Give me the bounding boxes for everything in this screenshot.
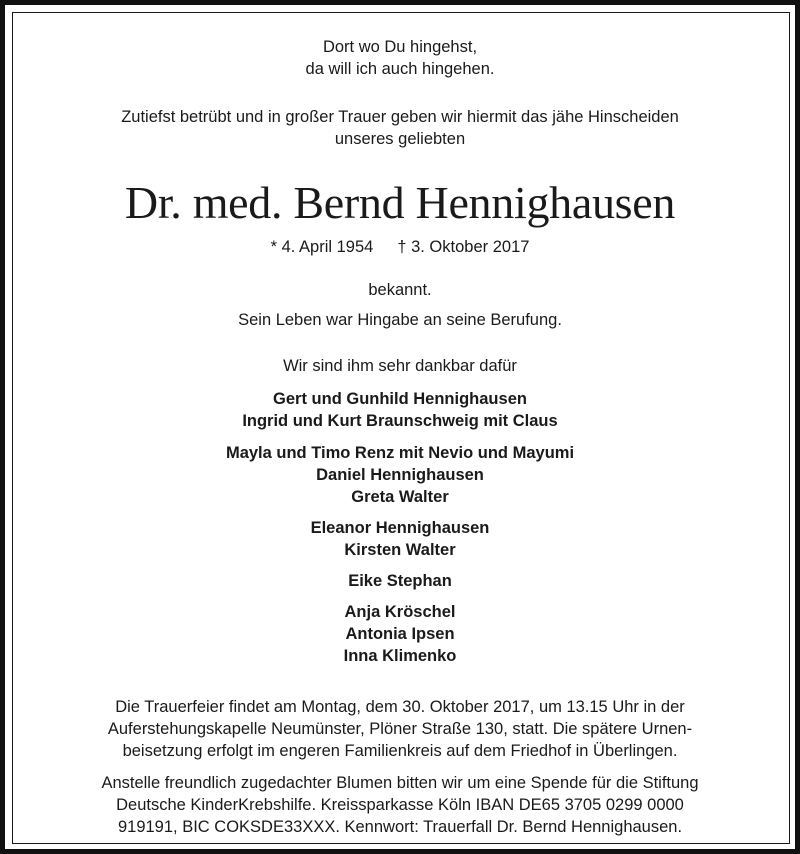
quote-line-2: da will ich auch hingehen. [305, 60, 495, 78]
mourner-name: Kirsten Walter [344, 541, 456, 559]
mourner-name: Eike Stephan [348, 572, 452, 590]
known-text: bekannt. [368, 281, 432, 299]
quote-line-1: Dort wo Du hingehst, [322, 38, 478, 56]
life-dates [5, 237, 795, 257]
thanks-text: Wir sind ihm sehr dankbar dafür [283, 357, 517, 375]
birth-date: * 4. April 1954 [270, 238, 374, 256]
mourner-name: Antonia Ipsen [345, 625, 455, 643]
mourner-name: Mayla und Timo Renz mit Nevio und Mayumi [225, 444, 575, 462]
donation-line-2: Deutsche KinderKrebshilfe. Kreissparkasse Köln IBAN DE65 3705 0299 0000 [116, 796, 684, 814]
intro-line-1: Zutiefst betrübt und in großer Trauer geben wir hiermit das jähe Hinscheiden [121, 108, 679, 126]
funeral-line-2: Auferstehungskapelle Neumünster, Plöner Straße 130, statt. Die spätere Urnen- [107, 720, 693, 738]
mourner-name: Greta Walter [351, 488, 449, 506]
mourner-name: Ingrid und Kurt Braunschweig mit Claus [242, 412, 558, 430]
mourner-name: Gert und Gunhild Hennighausen [273, 390, 527, 408]
donation-line-1: Anstelle freundlich zugedachter Blumen bitten wir um eine Spende für die Stiftung [101, 774, 699, 792]
mourner-name: Eleanor Hennighausen [310, 519, 490, 537]
mourner-name: Anja Kröschel [344, 603, 456, 621]
intro-line-2: unseres geliebten [334, 130, 466, 148]
mourner-name: Inna Klimenko [343, 647, 457, 665]
mourner-name: Daniel Hennighausen [316, 466, 484, 484]
deceased-name: Dr. med. Bernd Hennighausen [124, 177, 676, 228]
death-date: † 3. Oktober 2017 [397, 238, 530, 256]
funeral-line-1: Die Trauerfeier findet am Montag, dem 30. Oktober 2017, um 13.15 Uhr in der [115, 698, 685, 716]
life-text: Sein Leben war Hingabe an seine Berufung. [238, 311, 562, 329]
funeral-line-3: beisetzung erfolgt im engeren Familienkreis auf dem Friedhof in Überlingen. [122, 742, 678, 760]
donation-line-3: 919191, BIC COKSDE33XXX. Kennwort: Trauerfall Dr. Bernd Hennighausen. [117, 818, 683, 836]
